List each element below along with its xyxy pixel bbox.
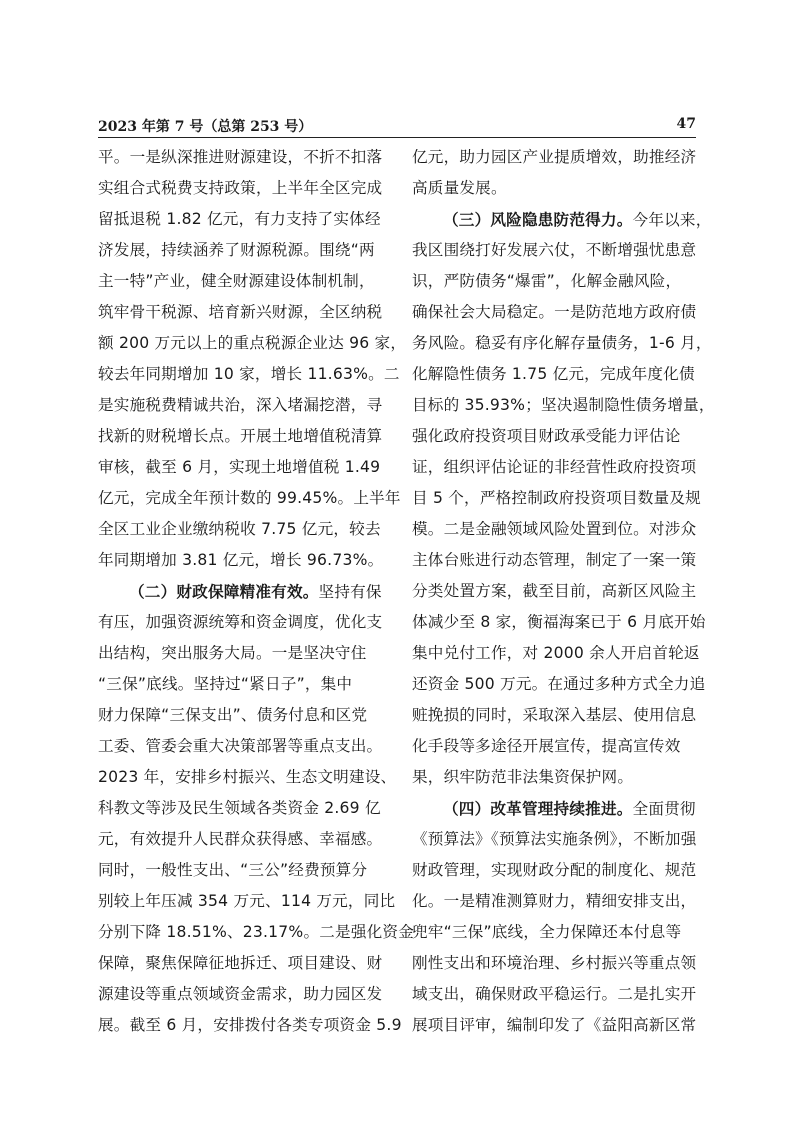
line-text: 财力保障“三保支出”、债务付息和区党 — [98, 706, 368, 724]
text-line — [412, 607, 706, 638]
section-heading: （三）风险隐患防范得力。 — [443, 210, 633, 229]
line-text: 较去年同期增加 10 家，增长 11.63%。二 — [98, 365, 400, 383]
left-column — [98, 142, 414, 1041]
line-text: 模。二是金融领域风险处置到位。对涉众 — [412, 520, 697, 538]
line-text: 同时，一般性支出、“三公”经费预算分 — [98, 861, 368, 879]
line-text: 主体台账进行动态管理，制定了一案一策 — [412, 551, 697, 569]
text-line — [412, 576, 696, 607]
text-line — [412, 514, 696, 545]
text-line — [98, 235, 388, 266]
text-line — [412, 886, 696, 917]
text-line — [98, 514, 388, 545]
line-text: 年同期增加 3.81 亿元，增长 96.73%。 — [98, 551, 384, 569]
text-line — [412, 545, 696, 576]
text-line — [412, 917, 696, 948]
line-text: 找新的财税增长点。开展土地增值税清算 — [98, 427, 383, 445]
section-heading: （四）改革管理持续推进。 — [443, 799, 633, 818]
line-text: 筑牢骨干税源、培育新兴财源，全区纳税 — [98, 303, 383, 321]
text-line — [98, 979, 388, 1010]
line-text: 展。截至 6 月，安排拨付各类专项资金 5.9 — [98, 1016, 402, 1034]
line-text: 实组合式税费支持政策，上半年全区完成 — [98, 179, 383, 197]
text-line — [98, 607, 388, 638]
text-line — [98, 576, 388, 607]
line-text: 财政管理，实现财政分配的制度化、规范 — [412, 861, 697, 879]
line-text: 亿元，完成全年预计数的 99.45%。上半年 — [98, 489, 401, 507]
text-line — [98, 545, 388, 576]
text-line — [98, 452, 388, 483]
text-line — [98, 266, 388, 297]
line-text: 全面贯彻 — [632, 800, 696, 818]
running-header — [98, 116, 696, 138]
line-text: 源建设等重点领域资金需求，助力园区发 — [98, 985, 383, 1003]
text-line — [412, 700, 696, 731]
text-line — [412, 1010, 696, 1041]
text-line — [412, 266, 696, 297]
text-line — [98, 297, 388, 328]
line-text: 额 200 万元以上的重点税源企业达 96 家， — [98, 334, 407, 352]
line-text: 高质量发展。 — [412, 179, 507, 197]
text-line — [412, 979, 696, 1010]
text-line — [412, 638, 700, 669]
line-text: 亿元，助力园区产业提质增效，助推经济 — [412, 148, 697, 166]
line-text: 强化政府投资项目财政承受能力评估论 — [412, 427, 681, 445]
line-text: 科教文等涉及民生领域各类资金 2.69 亿 — [98, 799, 381, 817]
line-text: 分类处置方案，截至目前，高新区风险主 — [412, 582, 697, 600]
issue-label: 2023 年第 7 号（总第 253 号） — [98, 119, 313, 135]
text-line — [412, 731, 696, 762]
line-text: 审核，截至 6 月，实现土地增值税 1.49 — [98, 458, 381, 476]
text-line — [412, 142, 696, 173]
line-text: 《预算法》《预算法实施条例》，不断加强 — [412, 830, 697, 848]
line-text: 还资金 500 万元。在通过多种方式全力追 — [412, 675, 706, 693]
line-text: 今年以来， — [632, 211, 712, 229]
line-text: 目标的 35.93%；坚决遏制隐性债务增量， — [412, 396, 715, 414]
line-text: 我区围绕打好发展六仗，不断增强忧患意 — [412, 241, 697, 259]
text-line — [98, 421, 388, 452]
line-text: 是实施税费精诚共治，深入堵漏挖潜，寻 — [98, 396, 383, 414]
line-text: 有压，加强资源统筹和资金调度，优化支 — [98, 613, 383, 631]
page-number: 47 — [676, 116, 696, 132]
text-line — [98, 204, 388, 235]
line-text: 体减少至 8 家，衡福海案已于 6 月底开始 — [412, 613, 706, 631]
line-text: 主一特”产业，健全财源建设体制机制， — [98, 272, 375, 290]
text-line — [412, 390, 715, 421]
line-text: 化手段等多途径开展宣传，提高宣传效 — [412, 737, 681, 755]
text-line — [98, 359, 400, 390]
line-text: 集中兑付工作，对 2000 余人开启首轮返 — [412, 644, 700, 662]
line-text: 保障，聚焦保障征地拆迁、项目建设、财 — [98, 954, 383, 972]
text-line — [412, 421, 696, 452]
line-text: 2023 年，安排乡村振兴、生态文明建设、 — [98, 768, 397, 786]
text-line — [412, 669, 706, 700]
section-heading: （二）财政保障精准有效。 — [129, 582, 319, 601]
line-text: 赃挽损的同时，采取深入基层、使用信息 — [412, 706, 697, 724]
text-line — [98, 886, 396, 917]
text-line — [98, 142, 388, 173]
text-line — [98, 669, 388, 700]
line-text: 证，组织评估论证的非经营性政府投资项 — [412, 458, 697, 476]
line-text: 出结构，突出服务大局。一是坚决守住 — [98, 644, 367, 662]
line-text: 化。一是精准测算财力，精细安排支出， — [412, 892, 697, 910]
text-line — [98, 483, 401, 514]
text-line — [412, 762, 696, 793]
header-rule — [98, 137, 696, 138]
text-line — [412, 793, 696, 824]
line-text: 工委、管委会重大决策部署等重点支出。 — [98, 737, 383, 755]
line-text: 目 5 个，严格控制政府投资项目数量及规 — [412, 489, 701, 507]
text-line — [98, 328, 407, 359]
line-text: 元，有效提升人民群众获得感、幸福感。 — [98, 830, 383, 848]
text-line — [412, 483, 701, 514]
text-line — [412, 204, 712, 235]
text-line — [412, 297, 696, 328]
line-text: 坚持有保 — [318, 583, 382, 601]
text-line — [412, 948, 696, 979]
text-line — [412, 359, 696, 390]
text-line — [98, 1010, 402, 1041]
line-text: 化解隐性债务 1.75 亿元，完成年度化债 — [412, 365, 695, 383]
line-text: 全区工业企业缴纳税收 7.75 亿元，较去 — [98, 520, 381, 538]
text-line — [98, 762, 397, 793]
line-text: 留抵退税 1.82 亿元，有力支持了实体经 — [98, 210, 381, 228]
text-line — [98, 700, 388, 731]
text-line — [98, 793, 388, 824]
line-text: 确保社会大局稳定。一是防范地方政府债 — [412, 303, 697, 321]
text-line — [412, 173, 696, 204]
line-text: 济发展，持续涵养了财源税源。围绕“两 — [98, 241, 375, 259]
text-line — [98, 855, 388, 886]
line-text: 平。一是纵深推进财源建设，不折不扣落 — [98, 148, 383, 166]
text-line — [98, 390, 388, 421]
line-text: 展项目评审，编制印发了《益阳高新区常 — [412, 1016, 697, 1034]
text-line — [98, 824, 388, 855]
line-text: 分别下降 18.51%、23.17%。二是强化资金 — [98, 923, 414, 941]
line-text: “三保”底线。坚持过“紧日子”，集中 — [98, 675, 353, 693]
right-column — [412, 142, 715, 1041]
text-line — [98, 638, 388, 669]
text-line — [412, 235, 696, 266]
line-text: 务风险。稳妥有序化解存量债务，1-6 月， — [412, 334, 712, 352]
text-line — [412, 855, 696, 886]
line-text: 兜牢“三保”底线，全力保障还本付息等 — [412, 923, 682, 941]
text-line — [412, 328, 712, 359]
line-text: 识，严防债务“爆雷”，化解金融风险， — [412, 272, 682, 290]
text-line — [98, 731, 388, 762]
text-line — [98, 173, 388, 204]
line-text: 刚性支出和环境治理、乡村振兴等重点领 — [412, 954, 697, 972]
text-line — [98, 948, 388, 979]
line-text: 果，织牢防范非法集资保护网。 — [412, 768, 634, 786]
text-line — [412, 452, 696, 483]
line-text: 域支出，确保财政平稳运行。二是扎实开 — [412, 985, 697, 1003]
text-line — [98, 917, 414, 948]
line-text: 别较上年压减 354 万元、114 万元，同比 — [98, 892, 396, 910]
text-line — [412, 824, 696, 855]
